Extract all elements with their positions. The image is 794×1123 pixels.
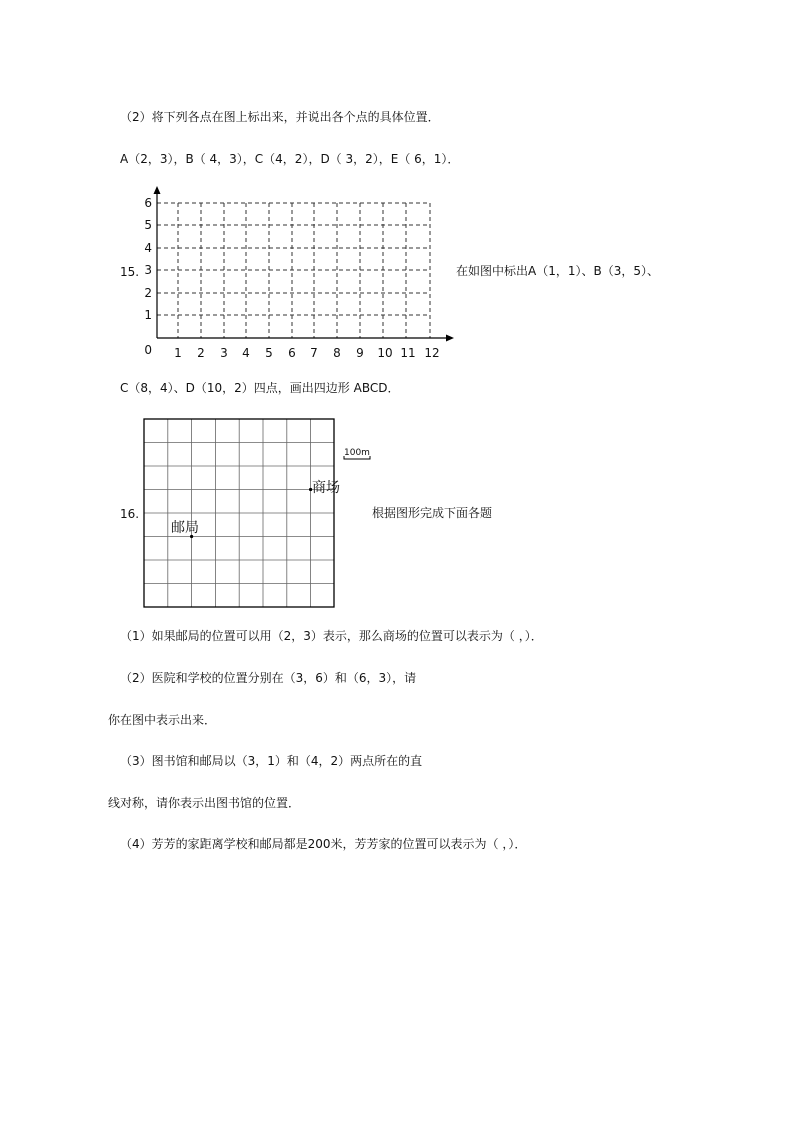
- x-tick-1: 1: [174, 346, 182, 360]
- q15-coordinate-grid: [135, 180, 465, 370]
- x-tick-10: 10: [377, 346, 393, 360]
- x-tick-2: 2: [197, 346, 205, 360]
- post-office-label: 邮局: [171, 520, 199, 536]
- q16-sub2b-text: 你在图中表示出来．: [108, 713, 217, 727]
- q16-sub3a-text: （3）图书馆和邮局以（3，1）和（4，2）两点所在的直: [120, 754, 423, 768]
- y-tick-5: 5: [144, 218, 152, 232]
- instruction-text: （2）将下列各点在图上标出来，并说出各个点的具体位置．: [120, 110, 440, 124]
- y-tick-1: 1: [144, 308, 152, 322]
- q15-number: 15.: [120, 265, 140, 279]
- x-tick-7: 7: [310, 346, 318, 360]
- y-axis-arrow-icon: [154, 186, 161, 194]
- q15-side-text: 在如图中标出A（1，1）、B（3，5）、: [456, 264, 659, 278]
- x-tick-11: 11: [400, 346, 416, 360]
- points-list-text: A（2，3），B（ 4，3），C（4，2），D（ 3，2），E（ 6，1）．: [120, 152, 460, 166]
- q16-sub1-text: （1）如果邮局的位置可以用（2，3）表示，那么商场的位置可以表示为（ ，）．: [120, 629, 543, 643]
- q16-sub3b-text: 线对称，请你表示出图书馆的位置．: [108, 796, 301, 810]
- q16-side-text: 根据图形完成下面各题: [372, 506, 493, 520]
- scale-label: 100m: [344, 448, 370, 458]
- q16-number: 16.: [120, 507, 140, 521]
- y-tick-4: 4: [144, 241, 152, 255]
- y-tick-6: 6: [144, 196, 152, 210]
- x-tick-12: 12: [424, 346, 440, 360]
- mall-label: 商场: [312, 480, 340, 496]
- x-axis-arrow-icon: [446, 335, 454, 342]
- origin-label: 0: [144, 343, 152, 357]
- q16-map-grid: [140, 415, 375, 610]
- q15-continued-text: C（8，4）、D（10，2）四点，画出四边形 ABCD．: [120, 381, 400, 395]
- y-tick-2: 2: [144, 286, 152, 300]
- x-tick-5: 5: [265, 346, 273, 360]
- y-tick-3: 3: [144, 263, 152, 277]
- x-tick-8: 8: [333, 346, 341, 360]
- q16-sub4-text: （4）芳芳的家距离学校和邮局都是200米，芳芳家的位置可以表示为（ ，）．: [120, 837, 527, 851]
- x-tick-9: 9: [356, 346, 364, 360]
- x-tick-6: 6: [288, 346, 296, 360]
- x-tick-4: 4: [242, 346, 250, 360]
- q16-sub2a-text: （2）医院和学校的位置分别在（3，6）和（6，3），请: [120, 671, 417, 685]
- x-tick-3: 3: [220, 346, 228, 360]
